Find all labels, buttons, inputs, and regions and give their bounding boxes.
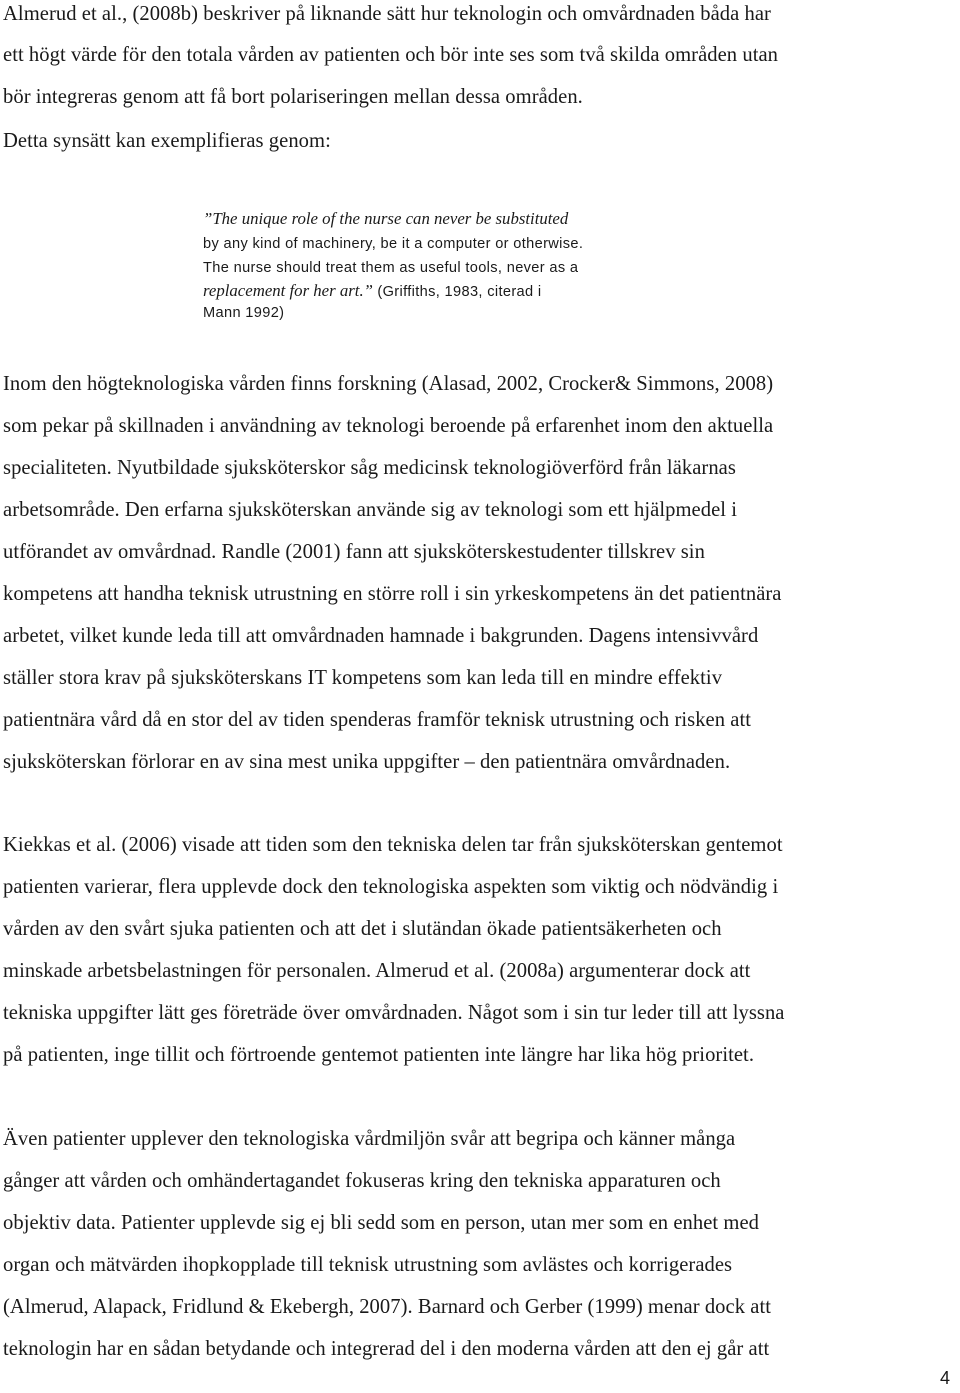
paragraph-line: Almerud et al., (2008b) beskriver på liknande sätt hur teknologin och omvårdnaden båda har bbox=[3, 3, 771, 25]
paragraph-line: tekniska uppgifter lätt ges företräde över omvårdnaden. Något som i sin tur leder till att lyssna bbox=[3, 1002, 785, 1024]
paragraph-line: ställer stora krav på sjuksköterskans IT kompetens som kan leda till en mindre effektiv bbox=[3, 667, 723, 689]
paragraph-line: Kiekkas et al. (2006) visade att tiden som den tekniska delen tar från sjuksköterskan gentemot bbox=[3, 834, 783, 856]
paragraph-line: Även patienter upplever den teknologiska vårdmiljön svår att begripa och känner många bbox=[3, 1128, 736, 1150]
paragraph-line: specialiteten. Nyutbildade sjuksköterskor såg medicinsk teknologiöverförd från läkarnas bbox=[3, 457, 736, 479]
quote-line bbox=[203, 281, 541, 302]
paragraph-line: som pekar på skillnaden i användning av teknologi beroende på erfarenhet inom den aktuella bbox=[3, 415, 774, 437]
paragraph-line: (Almerud, Alapack, Fridlund & Ekebergh, 2007). Barnard och Gerber (1999) menar dock att bbox=[3, 1296, 771, 1318]
paragraph-line: bör integreras genom att få bort polariseringen mellan dessa områden. bbox=[3, 86, 583, 108]
paragraph-line: minskade arbetsbelastningen för personalen. Almerud et al. (2008a) argumenterar dock att bbox=[3, 960, 751, 982]
quote-citation: Mann 1992) bbox=[203, 305, 285, 321]
paragraph-line: kompetens att handha teknisk utrustning en större roll i sin yrkeskompetens än det patientnära bbox=[3, 583, 782, 605]
paragraph-line: Inom den högteknologiska vården finns forskning (Alasad, 2002, Crocker& Simmons, 2008) bbox=[3, 373, 774, 395]
paragraph-line: vården av den svårt sjuka patienten och att det i slutändan ökade patientsäkerheten och bbox=[3, 918, 722, 940]
quote-line: by any kind of machinery, be it a computer or otherwise. bbox=[203, 236, 584, 252]
page-number: 4 bbox=[940, 1368, 951, 1388]
quote-text: replacement for her art.” bbox=[203, 281, 373, 300]
paragraph-line: patientnära vård då en stor del av tiden spenderas framför teknisk utrustning och risken att bbox=[3, 709, 752, 731]
paragraph-line: utförandet av omvårdnad. Randle (2001) fann att sjuksköterskestudenter tillskrev sin bbox=[3, 541, 705, 563]
paragraph-line: patienten varierar, flera upplevde dock den teknologiska aspekten som viktig och nödvändig i bbox=[3, 876, 779, 898]
paragraph-line: sjuksköterskan förlorar en av sina mest unika uppgifter – den patientnära omvårdnaden. bbox=[3, 751, 731, 773]
paragraph-line: ett högt värde för den totala vården av patienten och bör inte ses som två skilda områden utan bbox=[3, 44, 779, 66]
paragraph-line: gånger att vården och omhändertagandet fokuseras kring den tekniska apparaturen och bbox=[3, 1170, 721, 1192]
quote-citation: (Griffiths, 1983, citerad i bbox=[372, 284, 542, 300]
paragraph-line: organ och mätvärden ihopkopplade till teknisk utrustning som avlästes och korrigerades bbox=[3, 1254, 733, 1276]
paragraph-line: teknologin har en sådan betydande och integrerad del i den moderna vården att den ej går att bbox=[3, 1338, 770, 1360]
paragraph-line: objektiv data. Patienter upplevde sig ej bli sedd som en person, utan mer som en enhet med bbox=[3, 1212, 759, 1234]
paragraph-line: arbetet, vilket kunde leda till att omvårdnaden hamnade i bakgrunden. Dagens intensivvård bbox=[3, 625, 759, 647]
quote-line: ”The unique role of the nurse can never be substituted bbox=[203, 209, 569, 228]
paragraph-line: på patienten, inge tillit och förtroende gentemot patienten inte längre har lika hög prioritet. bbox=[3, 1044, 755, 1066]
paragraph-line: arbetsområde. Den erfarna sjuksköterskan använde sig av teknologi som ett hjälpmedel i bbox=[3, 499, 738, 521]
paragraph-line: Detta synsätt kan exemplifieras genom: bbox=[3, 130, 331, 152]
quote-line: The nurse should treat them as useful tools, never as a bbox=[203, 260, 579, 276]
